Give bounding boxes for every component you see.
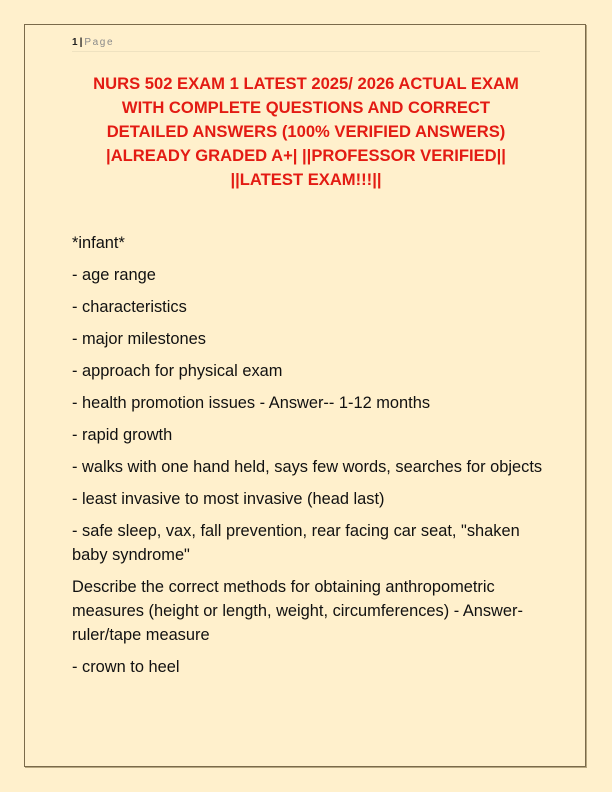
title-line: DETAILED ANSWERS (100% VERIFIED ANSWERS) [106, 122, 506, 141]
paragraph: - walks with one hand held, says few words, searches for objects [72, 458, 543, 476]
paragraph: - health promotion issues - Answer-- 1-12 months [72, 394, 431, 412]
title-line: |ALREADY GRADED A+| ||PROFESSOR VERIFIED|| [106, 146, 506, 165]
document-body [72, 231, 547, 687]
paragraph: - rapid growth [72, 426, 173, 444]
paragraph: - least invasive to most invasive (head last) [72, 490, 385, 508]
page-number: 1 [72, 37, 78, 48]
page-header [72, 36, 540, 52]
title-line: ||LATEST EXAM!!!|| [230, 170, 382, 189]
section-heading: *infant* [72, 234, 125, 252]
paragraph: - major milestones [72, 330, 206, 348]
paragraph: - safe sleep, vax, fall prevention, rear facing car seat, "shaken baby syndrome" [72, 522, 520, 564]
title-line: WITH COMPLETE QUESTIONS AND CORRECT [121, 98, 491, 117]
paragraph: - crown to heel [72, 658, 180, 676]
title-line: NURS 502 EXAM 1 LATEST 2025/ 2026 ACTUAL EXAM [93, 74, 519, 93]
document-title [66, 72, 546, 192]
paragraph: - approach for physical exam [72, 362, 283, 380]
header-separator: | [79, 37, 83, 48]
paragraph: - age range [72, 266, 156, 284]
paragraph: - characteristics [72, 298, 187, 316]
page-label: Page [84, 37, 115, 48]
paragraph: Describe the correct methods for obtaining anthropometric measures (height or length, weight, circumferences) - Answer-ruler/tape measure [72, 578, 523, 644]
